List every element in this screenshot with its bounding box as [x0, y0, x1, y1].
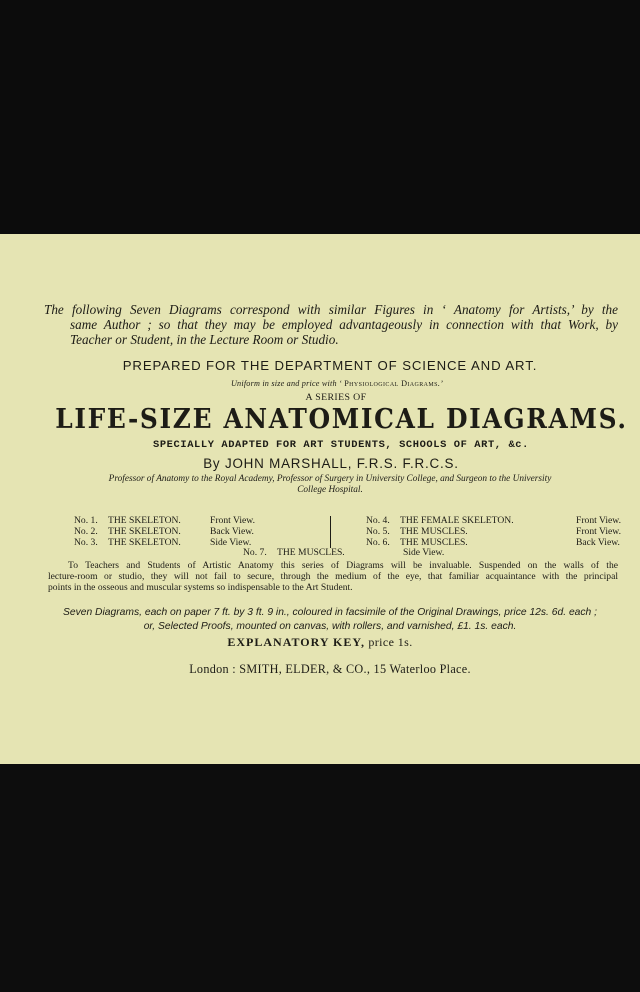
series-label: A SERIES OF [305, 392, 367, 403]
uniform-series-name: Physiological Diagrams [344, 379, 438, 388]
pricing-line: or, Selected Proofs, mounted on canvas, with rollers, and varnished, £1. 1s. each. [143, 621, 517, 632]
pricing-line: Seven Diagrams, each on paper 7 ft. by 3 ft. 9 in., coloured in facsimile of the Original Drawings, price 12s. 6d. each ; [63, 607, 597, 618]
pricing-paragraph [40, 606, 620, 634]
specially-adapted-line: SPECIALLY ADAPTED FOR ART STUDENTS, SCHOOLS OF ART, &c. [153, 439, 529, 451]
diagram-view: Back View. [576, 536, 620, 548]
prepared-heading: PREPARED FOR THE DEPARTMENT OF SCIENCE AND ART. [122, 358, 538, 373]
bottom-dark-margin [0, 764, 640, 992]
advertisement-sheet [0, 234, 640, 764]
uniform-note [0, 379, 640, 388]
diagram-list-left [74, 516, 326, 548]
credentials-line: Professor of Anatomy to the Royal Academy, Professor of Surgery in University College, and Surgeon to the University [108, 474, 552, 484]
diagram-name: THE FEMALE SKELETON. [400, 515, 514, 526]
diagram-number: No. 5. [366, 525, 390, 537]
diagram-view: Front View. [576, 515, 621, 526]
key-price: price 1s. [368, 635, 413, 649]
diagram-row-7 [243, 547, 444, 558]
credentials-line: College Hospital. [297, 485, 363, 495]
intro-paragraph [44, 302, 618, 347]
intro-line: same Author ; so that they may be employed advantageously in connection with that Work, by [70, 317, 618, 332]
diagram-name: THE SKELETON. [108, 525, 181, 537]
uniform-prefix: Uniform in size and price with ‘ [230, 379, 345, 388]
teachers-line: To Teachers and Students of Artistic Anatomy this series of Diagrams will be invaluable. Suspended on the walls of the [68, 560, 618, 571]
diagram-name: THE MUSCLES. [277, 547, 345, 558]
diagram-name: THE SKELETON. [108, 536, 181, 548]
diagram-view: Back View. [210, 525, 254, 537]
teachers-paragraph [48, 560, 618, 593]
diagram-name: THE MUSCLES. [400, 525, 468, 537]
diagram-view: Side View. [210, 536, 252, 548]
diagram-view: Front View. [210, 515, 255, 526]
diagram-row [74, 527, 326, 538]
diagram-view: Front View. [576, 525, 621, 537]
key-label: EXPLANATORY KEY, [227, 635, 365, 649]
list-divider [330, 516, 331, 548]
diagram-name: THE MUSCLES. [400, 536, 468, 548]
diagram-name: THE SKELETON. [108, 515, 181, 526]
diagram-number: No. 2. [74, 525, 98, 537]
top-dark-margin [0, 0, 640, 234]
main-title: LIFE-SIZE ANATOMICAL DIAGRAMS. [55, 404, 628, 435]
author-line: By JOHN MARSHALL, F.R.S. F.R.C.S. [203, 456, 459, 471]
diagram-number: No. 1. [74, 515, 98, 526]
intro-line: Teacher or Student, in the Lecture Room or Studio. [70, 332, 339, 347]
diagram-number: No. 6. [366, 536, 390, 548]
teachers-line: lecture-room or studio, they will not fail to secure, through the medium of the eye, that familiar acquaintance with the principal [48, 571, 618, 582]
publisher-line: London : SMITH, ELDER, & CO., 15 Waterloo Place. [189, 662, 471, 676]
teachers-line: points in the osseous and muscular systems so indispensable to the Art Student. [48, 582, 353, 593]
diagram-view: Side View. [403, 547, 445, 558]
diagram-list-right [366, 516, 626, 548]
diagram-number: No. 7. [243, 547, 267, 558]
diagram-number: No. 3. [74, 536, 98, 548]
diagram-number: No. 4. [366, 515, 390, 526]
uniform-suffix: .’ [437, 379, 444, 388]
intro-line: The following Seven Diagrams correspond with similar Figures in ‘ Anatomy for Artists,’ by the [44, 302, 618, 317]
explanatory-key-line [0, 635, 640, 650]
author-credentials [40, 474, 620, 496]
